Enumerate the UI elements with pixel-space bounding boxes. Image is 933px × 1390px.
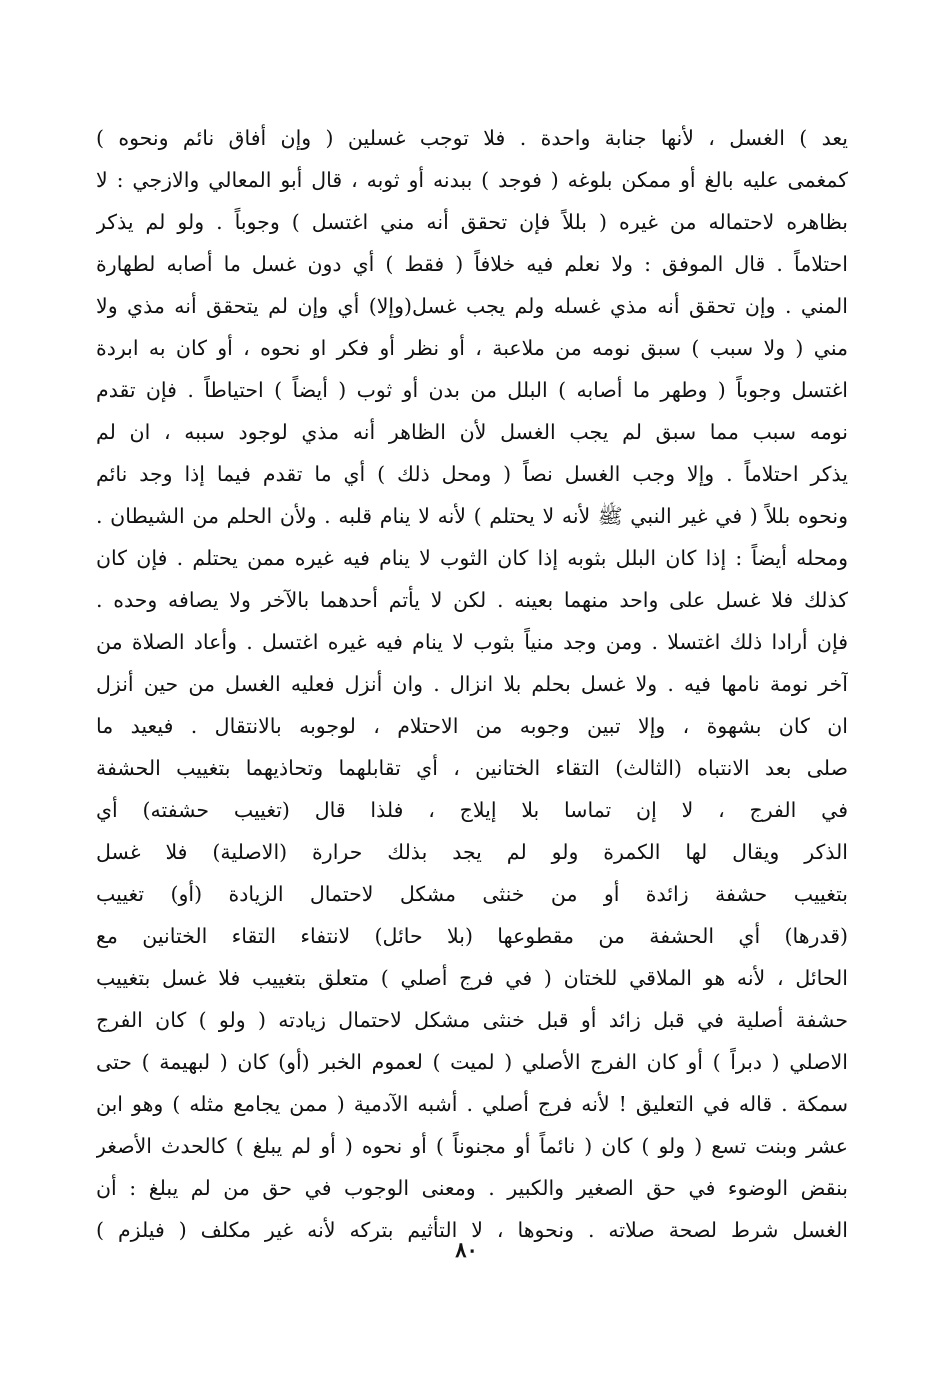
text-line: الغسل شرط لصحة صلاته . ونحوها ، لا التأثيم بتركه لأنه غير مكلف ( فيلزم ) (96, 1218, 848, 1242)
text-line: كمغمى عليه بالغ أو ممكن بلوغه ( فوجد ) ببدنه أو ثوبه ، قال أبو المعالي والازجي : لا (96, 168, 848, 192)
text-line: فإن أرادا ذلك اغتسلا . ومن وجد منياً بثوب لا ينام فيه غيره اغتسل . وأعاد الصلاة من (96, 630, 848, 654)
text-line: آخر نومة نامها فيه . ولا غسل بحلم بلا انزال . وان أنزل فعليه الغسل من حين أنزل (96, 672, 848, 696)
text-line: حشفة أصلية في قبل زائد أو قبل خنثى مشكل لاحتمال زيادته ( ولو ) كان الفرج (96, 1008, 848, 1032)
text-line: الحائل ، لأنه هو الملاقي للختان ( في فرج أصلي ) متعلق بتغييب فلا غسل بتغييب (96, 966, 848, 990)
text-line: ونحوه بللاً ( في غير النبي ﷺ لأنه لا يحتلم ) لأنه لا ينام قلبه . ولأن الحلم من الشيطان . (96, 504, 848, 528)
text-line: سمكة . قاله في التعليق ! لأنه فرج أصلي . أشبه الآدمية ( ممن يجامع مثله ) وهو ابن (96, 1092, 848, 1116)
text-line: في الفرج ، لا إن تماسا بلا إيلاج ، فلذا قال (تغييب حشفته) أي (96, 798, 848, 822)
text-line: مني ( ولا سبب ) سبق نومه من ملاعبة ، أو نظر أو فكر او نحوه ، أو كان به ابردة (96, 336, 848, 360)
text-line: نومه سبب مما سبق لم يجب الغسل لأن الظاهر أنه مذي لوجود سببه ، ان لم (96, 420, 848, 444)
text-line: ان كان بشهوة ، وإلا تبين وجوبه من الاحتلام ، لوجوبه بالانتقال . فيعيد ما (96, 714, 848, 738)
text-line: اغتسل وجوباً ( وطهر ما أصابه ) البلل من بدن أو ثوب ( أيضاً ) احتياطاً . فإن تقدم (96, 378, 848, 402)
text-line: ومحله أيضاً : إذا كان البلل بثوبه إذا كان الثوب لا ينام فيه غيره ممن يحتلم . فإن كان (96, 546, 848, 570)
text-line: الذكر ويقال لها الكمرة ولو لم يجد بذلك حرارة (الاصلية) فلا غسل (96, 840, 848, 864)
text-line: يذكر احتلاماً . وإلا وجب الغسل نصاً ( ومحل ذلك ) أي ما تقدم فيما إذا وجد نائم (96, 462, 848, 486)
text-line: بنقض الوضوء في حق الصغير والكبير . ومعنى الوجوب في حق من لم يبلغ : أن (96, 1176, 848, 1200)
text-line: كذلك فلا غسل على واحد منهما بعينه . لكن لا يأتم أحدهما بالآخر ولا يصافه وحده . (96, 588, 848, 612)
body-text (96, 117, 848, 1251)
text-line: (قدرها) أي الحشفة من مقطوعها (بلا حائل) لانتفاء التقاء الختانين مع (96, 924, 848, 948)
text-line: احتلاماً . قال الموفق : ولا نعلم فيه خلافاً ( فقط ) أي دون غسل ما أصابه لطهارة (96, 252, 848, 276)
text-line: يعد ) الغسل ، لأنها جنابة واحدة . فلا توجب غسلين ( وإن أفاق نائم ونحوه ) (96, 126, 848, 150)
text-line: عشر وبنت تسع ( ولو ) كان ( نائماً أو مجنوناً ) أو نحوه ( أو لم يبلغ ) كالحدث الأصغر (96, 1134, 848, 1158)
text-line: بتغييب حشفة زائدة أو من خنثى مشكل لاحتمال الزيادة (أو) تغييب (96, 882, 848, 906)
text-line: صلى بعد الانتباه (الثالث) التقاء الختانين ، أي تقابلهما وتحاذيهما بتغييب الحشفة (96, 756, 848, 780)
text-line: بظاهره لاحتماله من غيره ( بللاً فإن تحقق أنه مني اغتسل ) وجوباً . ولو لم يذكر (96, 210, 848, 234)
page-number: ٨٠ (455, 1237, 478, 1262)
text-line: الاصلي ( دبراً ) أو كان الفرج الأصلي ( لميت ) لعموم الخبر (أو) كان ( لبهيمة ) حتى (96, 1050, 848, 1074)
text-line: المني . وإن تحقق أنه مذي غسله ولم يجب غسل(وإلا) أي وإن لم يتحقق أنه مذي ولا (96, 294, 848, 318)
